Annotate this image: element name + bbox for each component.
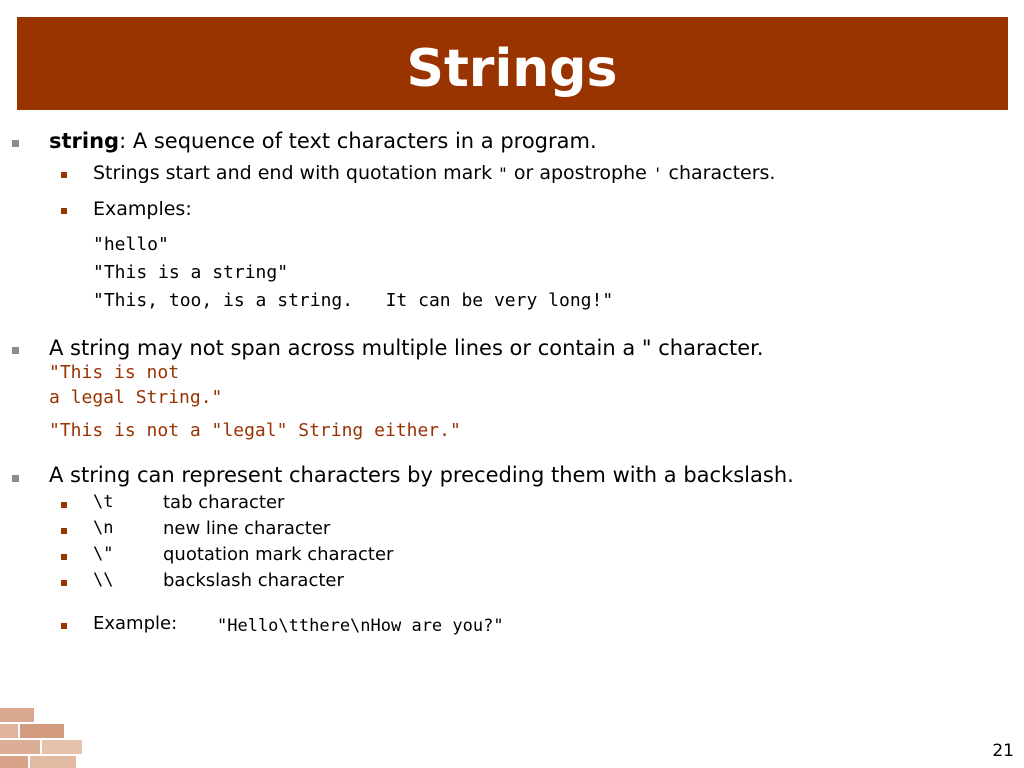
sub-bullet-marker	[61, 623, 67, 629]
illegal-string-example: "This is not a "legal" String either."	[49, 420, 461, 441]
sub-bullet-marker	[61, 554, 67, 560]
apostrophe-char: '	[652, 164, 663, 183]
bullet-marker	[12, 140, 19, 147]
example-escape-code: "Hello\tthere\nHow are you?"	[217, 616, 504, 636]
bullet-escape-sequences: A string can represent characters by preceding them with a backslash.	[49, 463, 794, 487]
sub-bullet-marker	[61, 172, 67, 178]
escape-description: tab character	[163, 492, 285, 513]
example-label: Example:	[93, 613, 178, 634]
illegal-string-line: a legal String."	[49, 387, 223, 408]
bullet-marker	[12, 475, 19, 482]
escape-code: \\	[93, 570, 114, 590]
illegal-string-line: "This is not	[49, 362, 180, 383]
quote-char: "	[498, 164, 508, 183]
sub-bullet-marker	[61, 528, 67, 534]
brick-decoration	[0, 706, 100, 768]
escape-code: \t	[93, 492, 114, 512]
sub-bullet-examples: Examples:	[93, 198, 192, 220]
quotes-text-mid: or apostrophe	[507, 162, 653, 184]
term-string: string	[49, 129, 120, 153]
quotes-text-pre: Strings start and end with quotation mark	[93, 162, 499, 184]
example-code-line: "This, too, is a string. It can be very long!"	[93, 290, 614, 311]
escape-description: quotation mark character	[163, 544, 394, 565]
sub-bullet-marker	[61, 502, 67, 508]
bullet-marker	[12, 347, 19, 354]
quotes-text-post: characters.	[662, 162, 776, 184]
slide-number: 21	[992, 741, 1014, 761]
escape-description: new line character	[163, 518, 331, 539]
bullet-no-multiline: A string may not span across multiple lines or contain a " character.	[49, 336, 764, 360]
example-code-line: "hello"	[93, 234, 169, 255]
escape-code: \n	[93, 518, 114, 538]
example-code-line: "This is a string"	[93, 262, 289, 283]
sub-bullet-quotes	[93, 164, 775, 183]
bullet-string-definition	[49, 131, 597, 152]
definition-text: : A sequence of text characters in a program.	[119, 129, 597, 153]
slide-title: Strings	[406, 39, 618, 99]
escape-description: backslash character	[163, 570, 344, 591]
sub-bullet-marker	[61, 580, 67, 586]
escape-code: \"	[93, 544, 114, 564]
sub-bullet-marker	[61, 208, 67, 214]
